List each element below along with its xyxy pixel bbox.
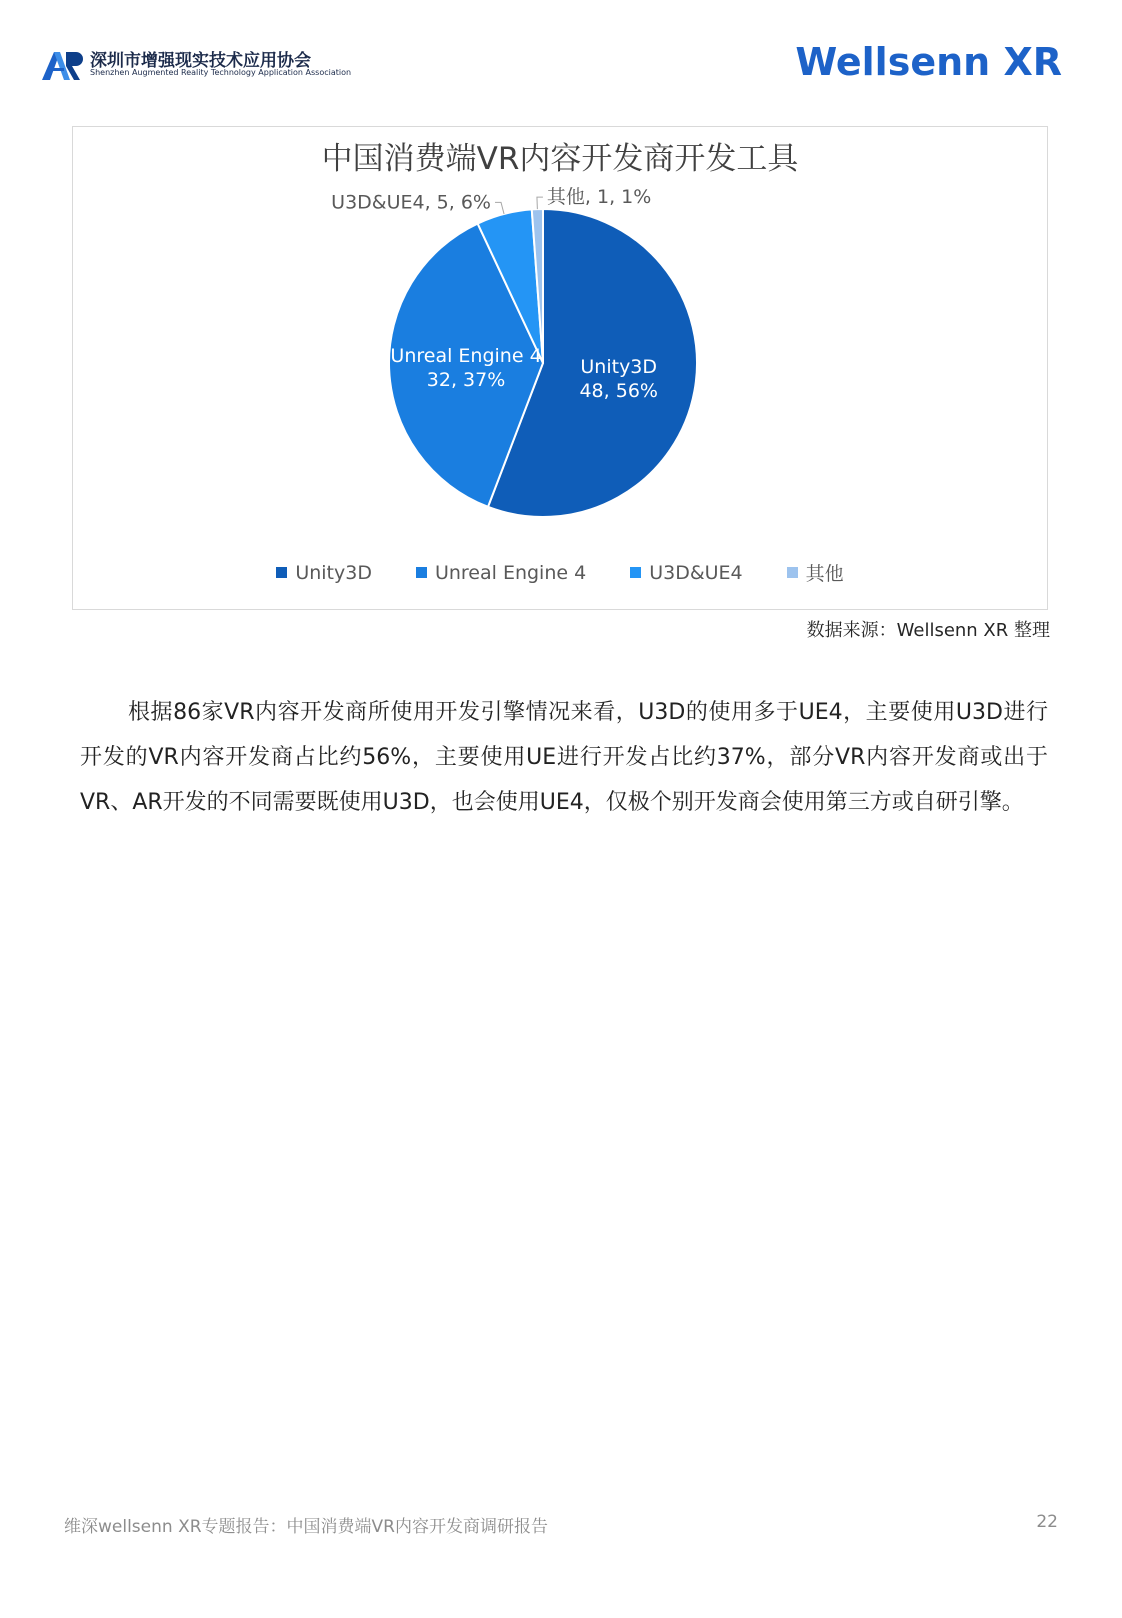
data-label-2: U3D&UE4, 5, 6% (331, 191, 492, 214)
legend-item-unreal-engine-4 (416, 559, 586, 586)
ar-logo-icon (40, 48, 84, 82)
body-paragraph: 根据86家VR内容开发商所使用开发引擎情况来看，U3D的使用多于UE4，主要使用U3D进行开发的VR内容开发商占比约56%，主要使用UE进行开发占比约37%，部分VR内容开发商或出于VR、AR开发的不同需要既使用U3D，也会使用UE4，仅极个别开发商会使用第三方或自研引擎。 (80, 700, 1048, 815)
chart-title: 中国消费端VR内容开发商开发工具 (321, 141, 799, 177)
association-name-en: Shenzhen Augmented Reality Technology Application Association (90, 68, 352, 77)
data-label-3: 其他, 1, 1% (546, 186, 652, 209)
legend-item-u3d-ue4 (630, 559, 742, 586)
legend-swatch (416, 567, 427, 578)
association-header (40, 44, 360, 86)
brand-logo: Wellsenn XR (795, 40, 1062, 84)
legend-swatch (276, 567, 287, 578)
legend-label: 其他 (805, 563, 844, 585)
data-label-name-0: Unity3D (580, 355, 658, 378)
legend-swatch (630, 567, 641, 578)
data-label-value-0: 48, 56% (579, 379, 658, 402)
legend-swatch (787, 567, 798, 578)
leader-line-3 (537, 197, 543, 209)
legend-label: Unreal Engine 4 (434, 561, 587, 584)
page-number: 22 (1036, 1512, 1058, 1532)
legend-label: Unity3D (295, 561, 372, 584)
pie-canvas (73, 127, 1049, 611)
data-source: 数据来源：Wellsenn XR 整理 (806, 620, 1050, 641)
leader-line-2 (495, 202, 504, 214)
association-name-cn: 深圳市增强现实技术应用协会 (90, 51, 311, 71)
chart-legend (73, 559, 1047, 586)
legend-item-unity3d (276, 559, 372, 586)
pie-chart (72, 126, 1048, 610)
footer-title: 维深wellsenn XR专题报告：中国消费端VR内容开发商调研报告 (64, 1517, 548, 1537)
legend-label: U3D&UE4 (649, 561, 743, 584)
legend-item-other (787, 559, 844, 586)
data-label-name-1: Unreal Engine 4 (390, 344, 542, 367)
data-label-value-1: 32, 37% (426, 368, 506, 391)
